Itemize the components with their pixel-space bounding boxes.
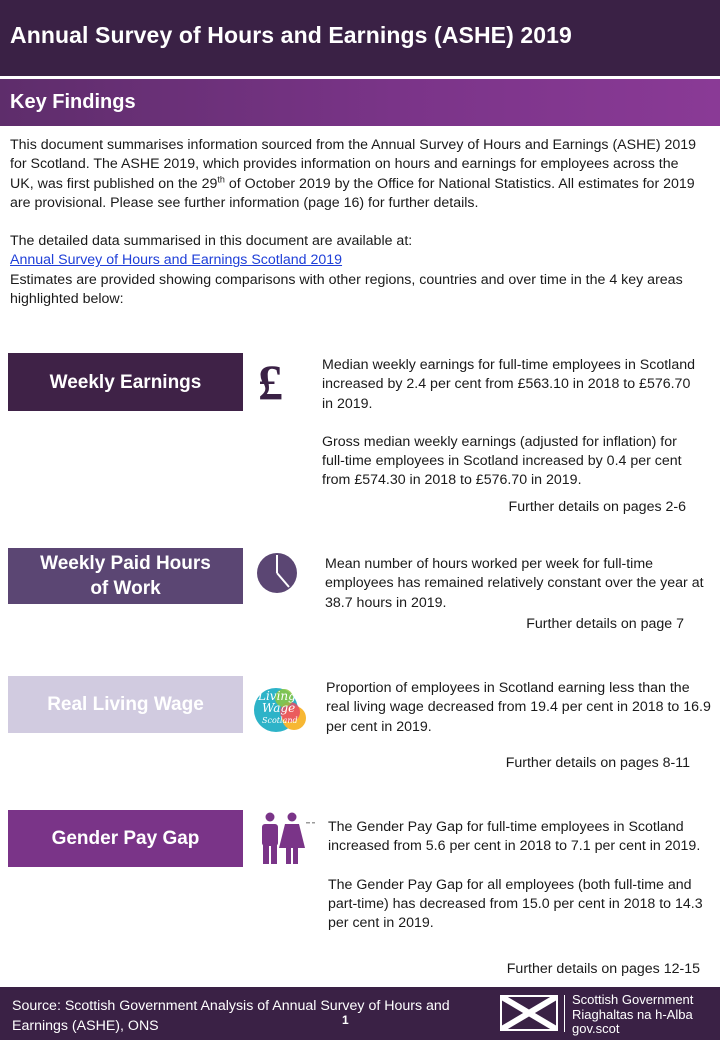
intro-p1-part-a: This document summarises information sourced from the Annual Survey of Hours and Earnings (ASHE) 2019 for Scotland. The ASHE 2019, which provides information on hours and earnings for employees across the UK, was first published on the 29 xyxy=(10,137,697,192)
pound-icon: £ xyxy=(258,354,283,410)
intro-text xyxy=(10,136,706,309)
gov-line-3: gov.scot xyxy=(572,1021,620,1036)
weekly-earnings-text-1: Median weekly earnings for full-time employees in Scotland increased by 2.4 per cent from £563.10 in 2018 to £576.70 in 2019. xyxy=(322,357,695,412)
gender-pay-gap-further: Further details on pages 12-15 xyxy=(506,961,700,977)
weekly-hours-label-line1: Weekly Paid Hours xyxy=(40,553,211,574)
intro-paragraph-1 xyxy=(10,136,706,213)
footer-source: Source: Scottish Government Analysis of Annual Survey of Hours and Earnings (ASHE), ONS xyxy=(12,998,450,1034)
living-wage-further: Further details on pages 8-11 xyxy=(505,755,690,771)
living-wage-label: Real Living Wage xyxy=(8,676,243,733)
gender-pay-gap-text-1: The Gender Pay Gap for full-time employees in Scotland increased from 5.6 per cent in 2018 to 7.1 per cent in 2019. xyxy=(328,819,701,855)
weekly-earnings-further: Further details on pages 2-6 xyxy=(508,499,686,515)
weekly-hours-label xyxy=(8,548,243,604)
key-findings-heading: Key Findings xyxy=(10,91,136,113)
key-findings-bar xyxy=(0,79,720,126)
people-icon xyxy=(258,812,316,866)
weekly-hours-text-1: Mean number of hours worked per week for full-time employees has remained relatively constant over the year at 38.7 hours in 2019. xyxy=(325,556,704,611)
page-number: 1 xyxy=(342,1013,349,1027)
gov-line-2: Riaghaltas na h-Alba xyxy=(572,1006,693,1022)
gender-pay-gap-label: Gender Pay Gap xyxy=(8,810,243,867)
living-wage-text xyxy=(326,679,712,737)
footer xyxy=(0,987,720,1040)
intro-paragraph-3: Estimates are provided showing comparisons with other regions, countries and over time in the 4 key areas highlighted below: xyxy=(10,271,683,308)
logo-text-wage: Wage xyxy=(262,701,296,715)
intro-link-line xyxy=(10,251,706,270)
intro-p1-part-b: of October 2019 by the Office for National Statistics. All estimates for 2019 are provisional. Please see further information (page 16) for further details. xyxy=(10,175,695,211)
gender-pay-gap-text xyxy=(328,818,708,933)
title-bar xyxy=(0,0,720,76)
weekly-earnings-text-2: Gross median weekly earnings (adjusted for inflation) for full-time employees in Scotland increased by 0.4 per cent from £574.30 in 2018 to £576.70 in 2019. xyxy=(322,433,682,489)
saltire-flag-icon xyxy=(500,995,558,1031)
living-wage-logo xyxy=(254,684,310,736)
weekly-hours-label-text xyxy=(40,551,211,601)
weekly-hours-label-line2: of Work xyxy=(90,578,161,599)
page-title: Annual Survey of Hours and Earnings (ASHE) 2019 xyxy=(10,22,572,48)
gender-pay-gap-text-2: The Gender Pay Gap for all employees (both full-time and part-time) has decreased from 15.0 per cent in 2018 to 14.3 per cent in 2019. xyxy=(328,876,703,932)
clock-icon xyxy=(256,552,298,594)
intro-paragraph-2: The detailed data summarised in this document are available at: xyxy=(10,233,413,250)
footer-divider xyxy=(564,995,565,1032)
living-wage-text-1: Proportion of employees in Scotland earning less than the real living wage decreased from 19.4 per cent in 2018 to 16.9 per cent in 2019. xyxy=(326,680,711,735)
weekly-hours-further: Further details on page 7 xyxy=(526,616,684,632)
gov-line-1: Scottish Government xyxy=(572,992,694,1007)
ashe-scotland-link[interactable]: Annual Survey of Hours and Earnings Scotland 2019 xyxy=(10,252,343,269)
logo-text-living: Living xyxy=(258,689,296,703)
weekly-earnings-label: Weekly Earnings xyxy=(8,353,243,411)
weekly-hours-text xyxy=(325,555,705,613)
weekly-earnings-text xyxy=(322,356,702,491)
logo-text-scotland: Scotland xyxy=(262,716,298,725)
scottish-government-logo-text xyxy=(572,993,693,1037)
intro-p1-superscript: th xyxy=(217,173,225,184)
